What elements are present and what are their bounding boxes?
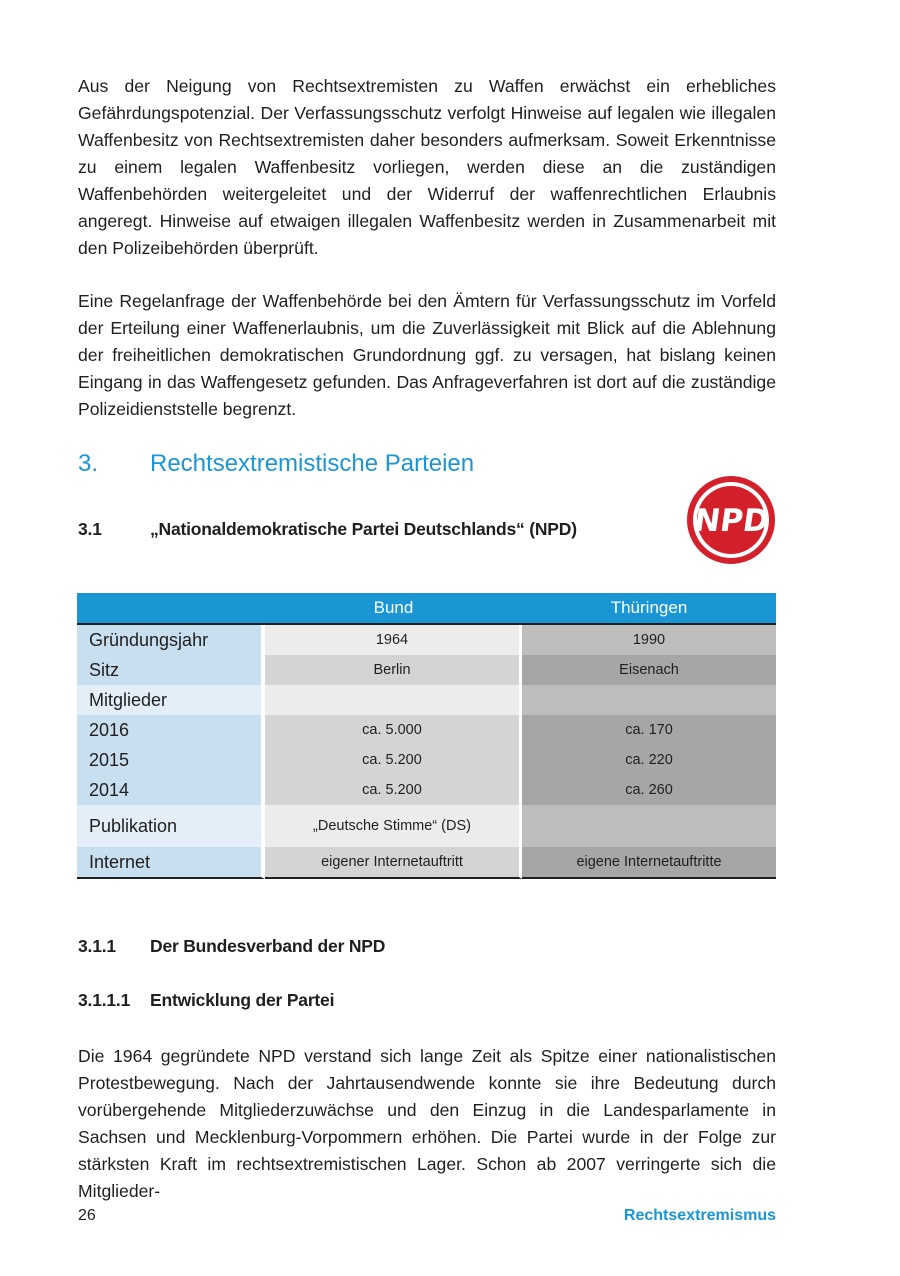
npd-facts-table	[77, 593, 776, 879]
section-title: „Nationaldemokratische Partei Deutschlands“ (NPD)	[150, 519, 577, 539]
table-row	[77, 805, 776, 847]
cell-thueringen: ca. 260	[522, 775, 776, 805]
cell-thueringen	[522, 685, 776, 715]
cell-thueringen: ca. 220	[522, 745, 776, 775]
row-label: Internet	[77, 847, 265, 879]
cell-bund: eigener Internetauftritt	[265, 847, 522, 879]
table-row	[77, 847, 776, 879]
row-label: Sitz	[77, 655, 265, 685]
cell-thueringen	[522, 805, 776, 847]
header-label	[77, 593, 265, 625]
cell-thueringen: 1990	[522, 625, 776, 655]
row-label: 2015	[77, 745, 265, 775]
cell-thueringen: Eisenach	[522, 655, 776, 685]
table-row	[77, 715, 776, 745]
paragraph-weapons-risk: Aus der Neigung von Rechtsextremisten zu Waffen erwächst ein erhebliches Gefährdungspotenzial. Der Verfassungsschutz verfolgt Hinweise auf legalen wie illegalen Waffenbesitz von Rechtsextremisten daher besonders aufmerksam. Soweit Erkenntnisse zu einem legalen Waffenbesitz vorliegen, werden diese an die zuständigen Waffenbehörden weitergeleitet und der Widerruf der waffenrechtlichen Erlaubnis angeregt. Hinweise auf etwaigen illegalen Waffenbesitz werden in Zusammenarbeit mit den Polizeibehörden überprüft.	[78, 76, 776, 258]
paragraph-regelanfrage: Eine Regelanfrage der Waffenbehörde bei den Ämtern für Verfassungsschutz im Vorfeld der Erteilung einer Waffenerlaubnis, um die Zuverlässigkeit mit Blick auf die Ablehnung der freiheitlichen demokratischen Grundordnung ggf. zu versagen, hat bislang keinen Eingang in das Waffengesetz gefunden. Das Anfrageverfahren ist dort auf die zuständige Polizeidienststelle begrenzt.	[78, 291, 776, 419]
section-number: 3.1.1	[78, 936, 116, 956]
section-number: 3.1	[78, 519, 102, 539]
header-thueringen: Thüringen	[522, 593, 776, 625]
row-label: Gründungsjahr	[77, 625, 265, 655]
row-label: 2016	[77, 715, 265, 745]
footer-section-title: Rechtsextremismus	[623, 1207, 776, 1224]
cell-thueringen: ca. 170	[522, 715, 776, 745]
logo-text: NPD	[691, 503, 772, 539]
header-bund: Bund	[265, 593, 522, 625]
page-number: 26	[78, 1207, 96, 1224]
table-row	[77, 745, 776, 775]
table-header-row	[77, 593, 776, 625]
section-title: Der Bundesverband der NPD	[150, 936, 386, 956]
section-number: 3.1.1.1	[78, 990, 131, 1010]
cell-bund: 1964	[265, 625, 522, 655]
row-label: Mitglieder	[77, 685, 265, 715]
cell-bund	[265, 685, 522, 715]
section-heading-npd	[78, 519, 577, 540]
chapter-title: Rechtsextremistische Parteien	[150, 450, 475, 477]
cell-bund: ca. 5.200	[265, 775, 522, 805]
cell-bund: „Deutsche Stimme“ (DS)	[265, 805, 522, 847]
row-label: Publikation	[77, 805, 265, 847]
section-heading-bundesverband	[78, 936, 385, 957]
row-label: 2014	[77, 775, 265, 805]
section-title: Entwicklung der Partei	[150, 990, 335, 1010]
table-row	[77, 625, 776, 655]
cell-bund: ca. 5.200	[265, 745, 522, 775]
chapter-number: 3.	[78, 450, 99, 477]
paragraph-party-history: Die 1964 gegründete NPD verstand sich lange Zeit als Spitze einer nationalistischen Protestbewegung. Nach der Jahrtausendwende konnte sie ihre Bedeutung durch vorübergehende Mitgliederzuwächse und den Einzug in die Landesparlamente in Sachsen und Mecklenburg-Vorpommern erhöhen. Die Partei wurde in der Folge zur stärksten Kraft im rechtsextremistischen Lager. Schon ab 2007 verringerte sich die Mitglieder-	[78, 1046, 776, 1201]
cell-bund: Berlin	[265, 655, 522, 685]
section-heading-entwicklung	[78, 990, 334, 1011]
npd-logo	[686, 475, 776, 565]
table-row	[77, 685, 776, 715]
cell-thueringen: eigene Internetauftritte	[522, 847, 776, 879]
chapter-heading	[78, 450, 474, 478]
table-row	[77, 655, 776, 685]
cell-bund: ca. 5.000	[265, 715, 522, 745]
table-row	[77, 775, 776, 805]
